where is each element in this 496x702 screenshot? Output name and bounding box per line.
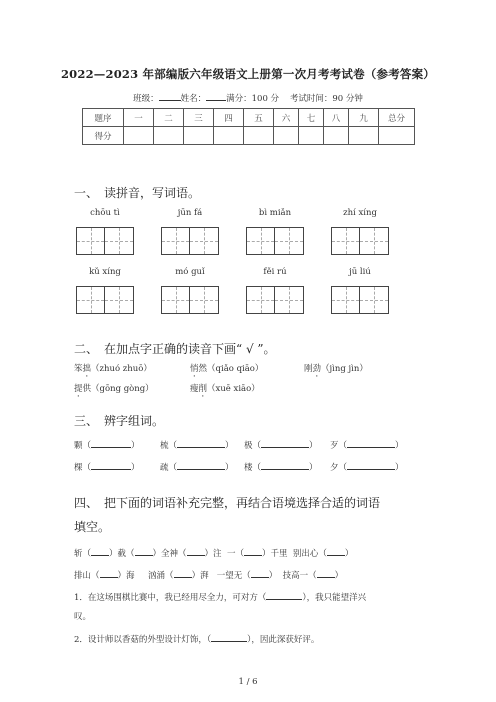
- char-label: 颗（: [74, 441, 92, 451]
- word-group-item: [74, 460, 140, 473]
- section-2-title: 二、 在加点字正确的读音下画“ √ ”。: [74, 342, 276, 356]
- word-char: 然: [198, 364, 208, 374]
- answer-blank[interactable]: [177, 438, 225, 448]
- answer-blank[interactable]: [327, 546, 345, 556]
- score-row-label: 得分: [83, 127, 124, 145]
- answer-blank[interactable]: [347, 460, 395, 470]
- idiom-text: ）: [268, 571, 278, 581]
- question-text: ），因此深获好评。: [247, 635, 320, 645]
- exam-info: [0, 92, 496, 104]
- score-head-cell: 九: [349, 109, 379, 127]
- question-2: [74, 632, 319, 645]
- char-label: 歹（: [330, 441, 348, 451]
- score-header-row: [83, 109, 415, 127]
- score-head-cell: 八: [324, 109, 349, 127]
- word-group-item: [244, 460, 318, 473]
- close-paren: ）: [395, 463, 404, 473]
- score-head-cell: 题序: [83, 109, 124, 127]
- word-char: 供: [82, 384, 92, 394]
- char-label: 夕（: [330, 463, 348, 473]
- score-head-cell: 一: [124, 109, 154, 127]
- answer-blank[interactable]: [317, 568, 335, 578]
- pinyin-label: jū liú: [349, 267, 371, 277]
- answer-blank[interactable]: [251, 568, 269, 578]
- score-head-cell: 三: [184, 109, 214, 127]
- close-paren: ）: [131, 463, 140, 473]
- answer-blank[interactable]: [211, 632, 247, 642]
- char-label: 楼（: [244, 463, 262, 473]
- full-score: 满分：100 分: [226, 94, 280, 104]
- page-title: 2022—2023 年部编版六年级语文上册第一次月考考试卷（参考答案）: [60, 67, 435, 81]
- reading-item: [190, 382, 260, 394]
- word-group-item: [244, 438, 318, 451]
- answer-blank[interactable]: [91, 546, 109, 556]
- idiom-text: 汹涌（: [148, 571, 174, 581]
- answer-blank[interactable]: [91, 438, 131, 448]
- class-label: 班级：: [133, 94, 159, 104]
- pinyin-label: zhí xíng: [343, 208, 377, 218]
- word-group-item: [160, 438, 234, 451]
- score-cell[interactable]: [214, 127, 244, 145]
- answer-blank[interactable]: [174, 568, 192, 578]
- writing-box[interactable]: [161, 286, 219, 314]
- reading-options[interactable]: （zhuó zhuō）: [91, 364, 152, 374]
- idiom-text: ）海: [117, 571, 135, 581]
- dotted-char: 悄: [190, 364, 199, 374]
- word-group-item: [330, 438, 404, 451]
- writing-box[interactable]: [331, 286, 389, 314]
- section-1-title: 一、 读拼音，写词语。: [74, 186, 201, 200]
- class-blank[interactable]: [159, 92, 181, 101]
- reading-options[interactable]: （gōng gòng）: [91, 384, 154, 394]
- reading-options[interactable]: （jìng jìn）: [321, 364, 368, 374]
- idiom-text: 斩（: [74, 549, 92, 559]
- answer-blank[interactable]: [261, 438, 309, 448]
- answer-blank[interactable]: [100, 568, 118, 578]
- section-3-title: 三、 辨字组词。: [74, 414, 165, 428]
- word-char: 笨: [74, 364, 83, 374]
- writing-box[interactable]: [331, 227, 389, 255]
- score-cell[interactable]: [244, 127, 274, 145]
- name-label: 姓名：: [180, 94, 207, 104]
- writing-box[interactable]: [76, 286, 134, 314]
- answer-blank[interactable]: [261, 460, 309, 470]
- question-text: 2．设计师以香菇的外型设计灯饰，（: [74, 635, 212, 645]
- question-text: ），我只能望洋兴: [302, 593, 367, 603]
- idiom-text: ）截（: [109, 549, 135, 559]
- dotted-char: 提: [74, 384, 83, 394]
- char-label: 疏（: [160, 463, 178, 473]
- close-paren: ）: [225, 441, 234, 451]
- writing-box[interactable]: [246, 227, 304, 255]
- answer-blank[interactable]: [91, 460, 131, 470]
- pinyin-label: bì miǎn: [258, 208, 292, 218]
- dotted-char: 劲: [312, 364, 322, 374]
- score-cell[interactable]: [154, 127, 184, 145]
- pinyin-label: jūn fá: [177, 208, 203, 218]
- idiom-text: ）注: [204, 549, 222, 559]
- idiom-text: ）湃: [191, 571, 209, 581]
- word-char: 刚: [304, 364, 313, 374]
- score-cell[interactable]: [299, 127, 324, 145]
- idiom-row-2: [74, 568, 343, 581]
- score-cell[interactable]: [349, 127, 379, 145]
- question-1-cont: 叹。: [74, 612, 92, 622]
- pinyin-label: fěi rú: [263, 267, 287, 277]
- name-blank[interactable]: [206, 92, 226, 101]
- answer-blank[interactable]: [187, 546, 205, 556]
- exam-time: 考试时间：90 分钟: [289, 94, 363, 104]
- answer-blank[interactable]: [135, 546, 153, 556]
- writing-box[interactable]: [76, 227, 134, 255]
- close-paren: ）: [395, 441, 404, 451]
- idiom-text: ）全神（: [152, 549, 187, 559]
- reading-options[interactable]: （xuē xiāo）: [207, 384, 260, 394]
- close-paren: ）: [225, 463, 234, 473]
- score-cell[interactable]: [124, 127, 154, 145]
- section-4-title-cont: 填空。: [74, 520, 111, 534]
- close-paren: ）: [131, 441, 140, 451]
- answer-blank[interactable]: [266, 590, 302, 600]
- idiom-text: 技高一（: [282, 571, 317, 581]
- answer-blank[interactable]: [177, 460, 225, 470]
- pinyin-label: chōu tì: [90, 208, 120, 218]
- word-group-item: [160, 460, 234, 473]
- char-label: 极（: [244, 441, 262, 451]
- score-head-cell: 总分: [379, 109, 415, 127]
- idiom-text: 排山（: [74, 571, 100, 581]
- score-cell[interactable]: [324, 127, 349, 145]
- writing-box[interactable]: [161, 227, 219, 255]
- question-text: 1．在这场围棋比赛中，我已经用尽全力，可对方（: [74, 593, 267, 603]
- close-paren: ）: [309, 441, 318, 451]
- idiom-text: 别出心（: [292, 549, 327, 559]
- answer-blank[interactable]: [347, 438, 395, 448]
- word-char: 瘦: [190, 384, 199, 394]
- answer-blank[interactable]: [244, 546, 262, 556]
- score-head-cell: 五: [244, 109, 274, 127]
- question-1: [74, 590, 366, 603]
- reading-options[interactable]: （qiǎo qiāo）: [207, 364, 264, 374]
- dotted-char: 拙: [82, 364, 92, 374]
- pinyin-label: mó guǐ: [175, 267, 205, 277]
- dotted-char: 削: [198, 384, 208, 394]
- idiom-text: ）千里: [261, 549, 288, 559]
- section-4-title: 四、 把下面的词语补充完整，再结合语境选择合适的词语: [74, 496, 381, 510]
- score-head-cell: 二: [154, 109, 184, 127]
- idiom-text: 一（: [226, 549, 244, 559]
- idiom-text: ）: [344, 549, 354, 559]
- writing-box[interactable]: [246, 286, 304, 314]
- reading-item: [190, 362, 263, 374]
- idiom-text: ）: [334, 571, 344, 581]
- score-head-cell: 六: [274, 109, 299, 127]
- idiom-text: 一望无（: [216, 571, 251, 581]
- close-paren: ）: [309, 463, 318, 473]
- score-head-cell: 四: [214, 109, 244, 127]
- score-value-row: [83, 127, 415, 145]
- score-table: [82, 108, 415, 145]
- reading-item: [74, 382, 154, 394]
- idiom-row-1: [74, 546, 353, 559]
- reading-item: [304, 362, 368, 374]
- score-cell[interactable]: [274, 127, 299, 145]
- pinyin-label: kǔ xíng: [89, 267, 121, 277]
- score-cell[interactable]: [184, 127, 214, 145]
- word-group-item: [74, 438, 140, 451]
- char-label: 梳（: [160, 441, 178, 451]
- page-number: 1 / 6: [238, 677, 258, 687]
- score-head-cell: 七: [299, 109, 324, 127]
- score-cell[interactable]: [379, 127, 415, 145]
- reading-item: [74, 362, 152, 374]
- word-group-item: [330, 460, 404, 473]
- char-label: 棵（: [74, 463, 92, 473]
